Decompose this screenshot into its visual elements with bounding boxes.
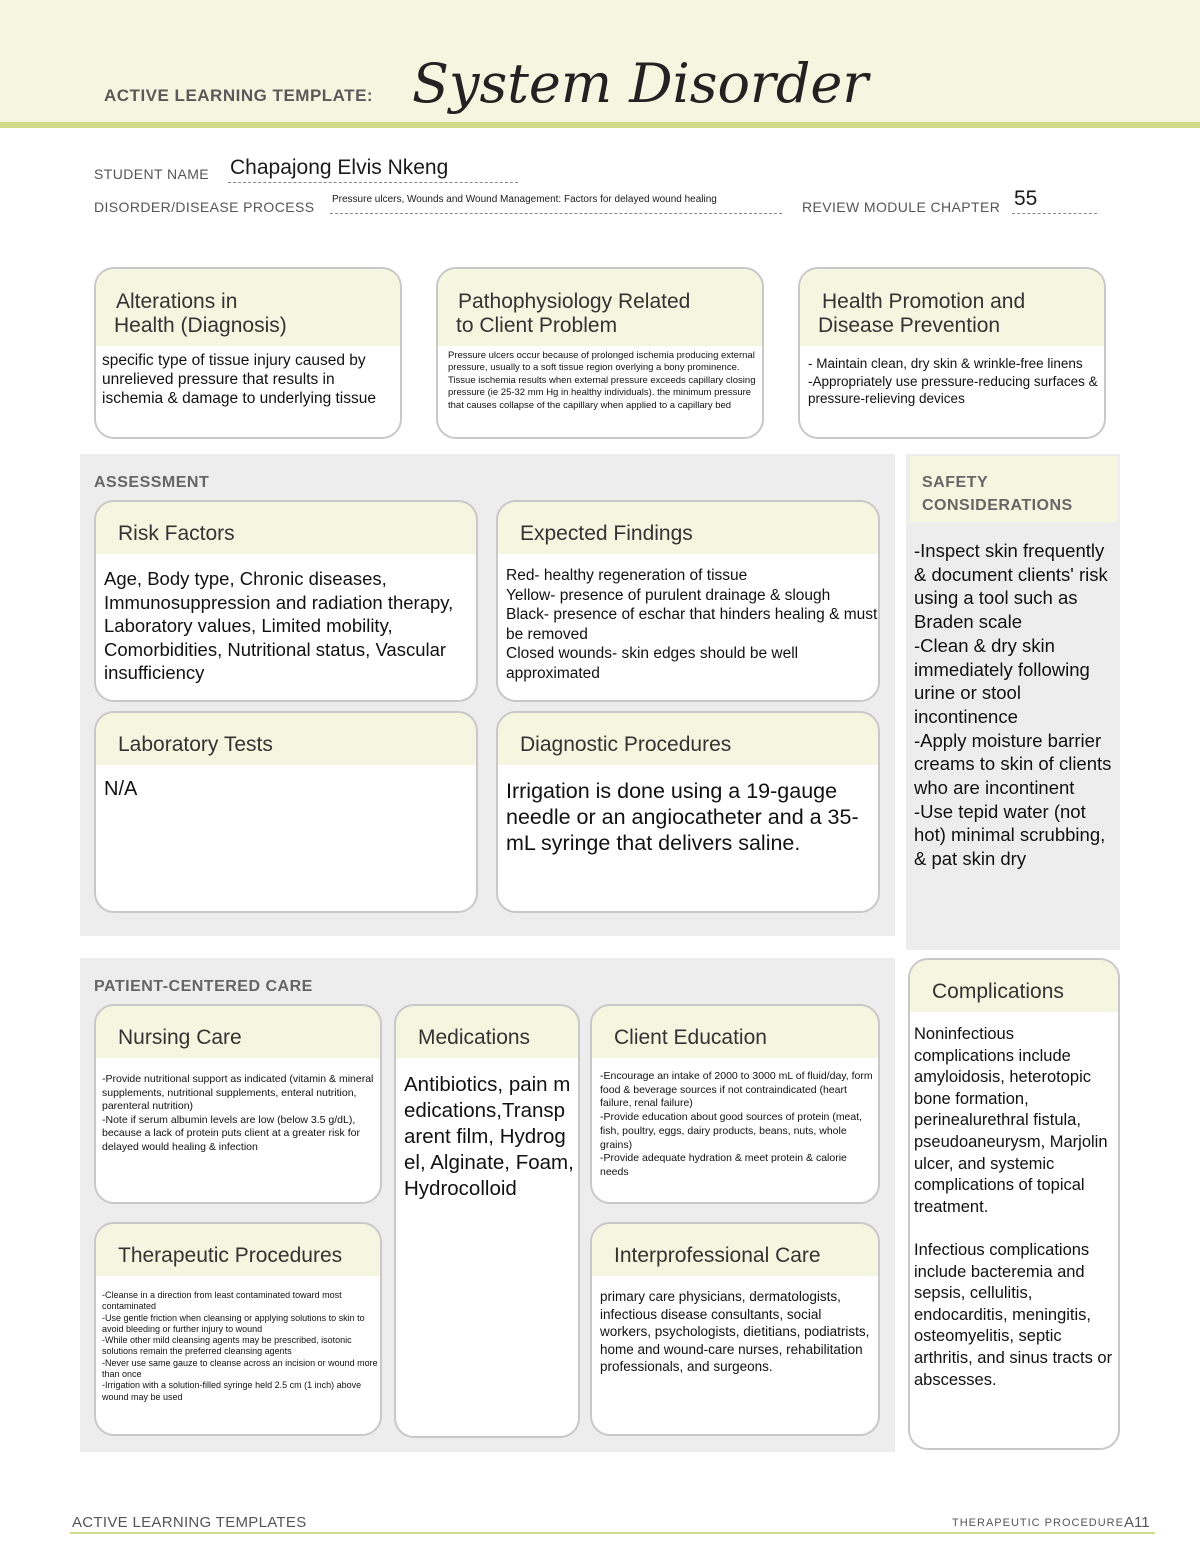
student-name-label: STUDENT NAME bbox=[94, 166, 209, 182]
nursing-care-box bbox=[94, 1004, 382, 1204]
risk-factors-body[interactable]: Age, Body type, Chronic diseases, Immunosuppression and radiation therapy, Laboratory values, Limited mobility, Comorbidities, Nutritional status, Vascular insufficiency bbox=[104, 568, 454, 683]
diagnostic-procedures-body[interactable]: Irrigation is done using a 19-gauge needle or an angiocatheter and a 35-mL syringe that delivers saline. bbox=[506, 779, 859, 855]
student-name-field[interactable]: Chapajong Elvis Nkeng bbox=[230, 156, 449, 179]
health-promotion-body[interactable]: - Maintain clean, dry skin & wrinkle-free linens -Appropriately use pressure-reducing surfaces & pressure-relieving devices bbox=[808, 356, 1098, 406]
chapter-field[interactable]: 55 bbox=[1014, 187, 1038, 210]
interprofessional-care-box bbox=[590, 1222, 880, 1436]
footer-rule bbox=[70, 1532, 1155, 1534]
disorder-field[interactable]: Pressure ulcers, Wounds and Wound Management: Factors for delayed wound healing bbox=[332, 194, 717, 205]
client-education-body[interactable]: -Encourage an intake of 2000 to 3000 mL of fluid/day, form food & beverage sources if not contraindicated (heart failure, renal failure) -Provide education about good sources of protein (meat, fish, poultry, eggs, dairy products, beans, nuts, whole grains) -Provide adequate hydration & meet protein & calorie needs bbox=[600, 1070, 873, 1178]
pathophysiology-box bbox=[436, 267, 764, 439]
safety-body[interactable]: -Inspect skin frequently & document clients' risk using a tool such as Braden scale -Clean & dry skin immediately following urine or stool incontinence -Apply moisture barrier creams to skin of clients who are incontinent -Use tepid water (not hot) minimal scrubbing, & pat skin dry bbox=[914, 540, 1112, 870]
therapeutic-procedures-box bbox=[94, 1222, 382, 1436]
medications-box bbox=[394, 1004, 580, 1438]
health-promotion-title-line1: Health Promotion and bbox=[822, 290, 1026, 313]
safety-title-line1: SAFETY bbox=[922, 474, 989, 491]
medications-body[interactable]: Antibiotics, pain medications,Transparent film, Hydrogel, Alginate, Foam, Hydrocolloid bbox=[404, 1073, 574, 1200]
header-rule bbox=[0, 122, 1200, 128]
footer-right: THERAPEUTIC PROCEDURE bbox=[952, 1517, 1124, 1529]
client-education-box bbox=[590, 1004, 880, 1204]
student-name-underline bbox=[228, 182, 518, 183]
footer-left: ACTIVE LEARNING TEMPLATES bbox=[72, 1514, 307, 1531]
therapeutic-procedures-title: Therapeutic Procedures bbox=[118, 1244, 343, 1267]
template-label: ACTIVE LEARNING TEMPLATE: bbox=[104, 86, 374, 105]
medications-title: Medications bbox=[418, 1026, 531, 1049]
diagnostic-procedures-box bbox=[496, 711, 880, 913]
alterations-title-line1: Alterations in bbox=[116, 290, 238, 313]
interprofessional-care-title: Interprofessional Care bbox=[614, 1244, 821, 1267]
nursing-care-title: Nursing Care bbox=[118, 1026, 242, 1049]
assessment-title: ASSESSMENT bbox=[94, 474, 210, 491]
pathophysiology-title-line1: Pathophysiology Related bbox=[458, 290, 691, 313]
expected-findings-title: Expected Findings bbox=[520, 522, 693, 545]
patient-care-title: PATIENT-CENTERED CARE bbox=[94, 978, 313, 995]
therapeutic-procedures-body[interactable]: -Cleanse in a direction from least contaminated toward most contaminated -Use gentle friction when cleansing or applying solutions to skin to avoid bleeding or further injury to wound -While other mild cleansing agents may be prescribed, isotonic solutions remain the preferred cleansing agents -Never use same gauze to cleanse across an incision or wound more than once -Irrigation with a solution-filled syringe held 2.5 cm (1 inch) above wound may be used bbox=[102, 1290, 378, 1402]
chapter-underline bbox=[1012, 213, 1097, 214]
page-number: A11 bbox=[1124, 1514, 1150, 1531]
pathophysiology-body[interactable]: Pressure ulcers occur because of prolonged ischemia producing external pressure, usually to a soft tissue region overlying a bony prominence. Tissue ischemia results when external pressure exceeds capillary closing pressure (ie 25-32 mm Hg in healthy individuals). the minimum pressure that causes collapse of the capillary when applied to a capillary bed bbox=[448, 350, 756, 411]
alterations-body[interactable]: specific type of tissue injury caused by unrelieved pressure that results in ischemia & damage to underlying tissue bbox=[102, 352, 376, 407]
alterations-title-line2: Health (Diagnosis) bbox=[114, 314, 287, 337]
complications-title: Complications bbox=[932, 980, 1064, 1003]
laboratory-tests-title: Laboratory Tests bbox=[118, 733, 273, 756]
safety-title-line2: CONSIDERATIONS bbox=[922, 497, 1073, 514]
complications-box bbox=[908, 958, 1120, 1450]
interprofessional-care-body[interactable]: primary care physicians, dermatologists, infectious disease consultants, social workers, psychologists, dietitians, podiatrists, home and wound-care nurses, rehabilitation professionals, and surgeons. bbox=[600, 1289, 870, 1375]
laboratory-tests-body[interactable]: N/A bbox=[104, 778, 138, 800]
pathophysiology-title-line2: to Client Problem bbox=[456, 314, 618, 337]
diagnostic-procedures-title: Diagnostic Procedures bbox=[520, 733, 732, 756]
disorder-underline bbox=[330, 213, 782, 214]
health-promotion-title-line2: Disease Prevention bbox=[818, 314, 1001, 337]
disorder-label: DISORDER/DISEASE PROCESS bbox=[94, 199, 315, 215]
page-title: System Disorder bbox=[412, 52, 869, 115]
chapter-label: REVIEW MODULE CHAPTER bbox=[802, 199, 1001, 215]
alterations-box bbox=[94, 267, 402, 439]
laboratory-tests-box bbox=[94, 711, 478, 913]
risk-factors-box bbox=[94, 500, 478, 702]
health-promotion-box bbox=[798, 267, 1106, 439]
expected-findings-body[interactable]: Red- healthy regeneration of tissue Yellow- presence of purulent drainage & slough Black- presence of eschar that hinders healing & must be removed Closed wounds- skin edges should be well approximated bbox=[506, 567, 878, 682]
risk-factors-title: Risk Factors bbox=[118, 522, 235, 545]
nursing-care-body[interactable]: -Provide nutritional support as indicated (vitamin & mineral supplements, nutritional supplements, enteral nutrition, parenteral nutrition) -Note if serum albumin levels are low (below 3.5 g/dL), because a lack of protein puts client at a greater risk for delayed would healing & infection bbox=[102, 1073, 374, 1153]
client-education-title: Client Education bbox=[614, 1026, 767, 1049]
complications-body[interactable]: Noninfectious complications include amyloidosis, heterotopic bone formation, perinealurethral fistula, pseudoaneurysm, Marjolin ulcer, and systemic complications of topical treatment. Infectious complications include bacteremia and sepsis, cellulitis, endocarditis, meningitis, osteomyelitis, septic arthritis, and sinus tracts or abscesses. bbox=[914, 1025, 1113, 1389]
expected-findings-box bbox=[496, 500, 880, 702]
